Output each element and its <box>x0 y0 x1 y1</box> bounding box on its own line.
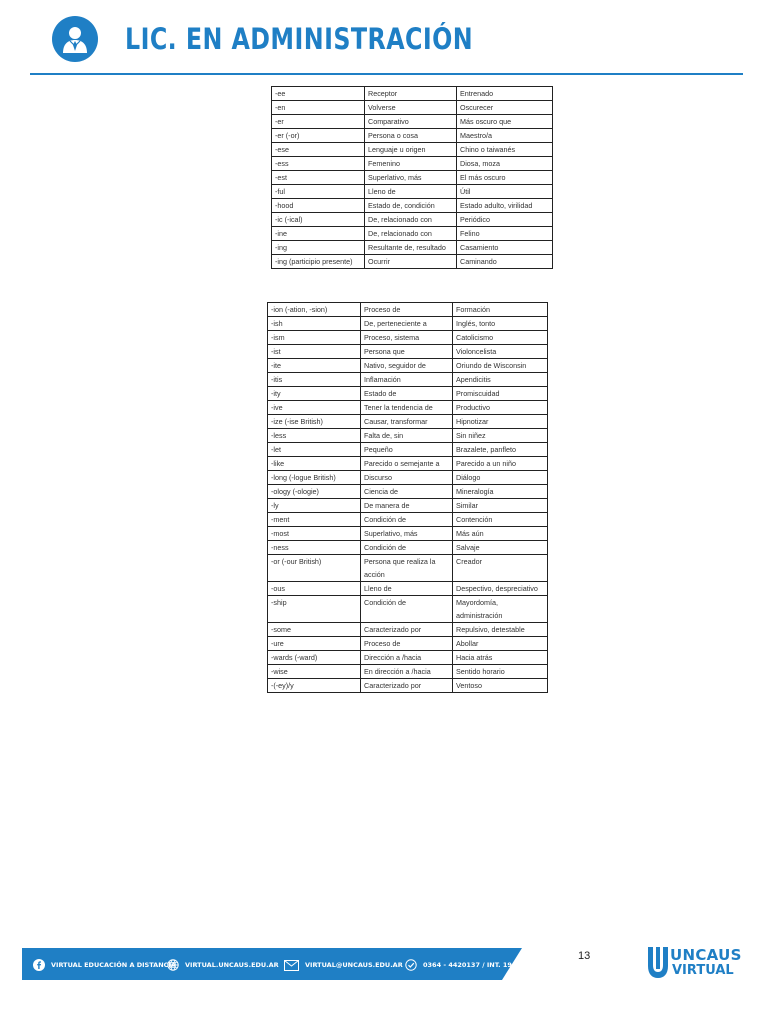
footer-label: VIRTUAL@UNCAUS.EDU.AR <box>305 961 403 969</box>
example-cell: Estado adulto, virilidad <box>457 199 553 213</box>
example-cell: Catolicismo <box>453 331 548 345</box>
meaning-cell: Ocurrir <box>365 255 457 269</box>
example-cell: Mineralogía <box>453 485 548 499</box>
example-cell: Sin niñez <box>453 429 548 443</box>
suffix-cell: -let <box>268 443 361 457</box>
example-cell: Oscurecer <box>457 101 553 115</box>
footer-label: VIRTUAL.UNCAUS.EDU.AR <box>185 961 279 969</box>
table-row <box>272 129 553 143</box>
table-row <box>268 651 548 665</box>
table-row <box>268 596 548 623</box>
example-cell: Sentido horario <box>453 665 548 679</box>
suffix-cell: -ment <box>268 513 361 527</box>
table-row <box>268 317 548 331</box>
suffix-cell: -less <box>268 429 361 443</box>
brand-name: UNCAUS <box>670 946 742 964</box>
meaning-cell: De manera de <box>361 499 453 513</box>
table-row <box>272 227 553 241</box>
table-row <box>268 415 548 429</box>
meaning-cell: Persona que realiza la acción <box>361 555 453 582</box>
example-cell: Ventoso <box>453 679 548 693</box>
table-row <box>268 471 548 485</box>
example-cell: Violoncelista <box>453 345 548 359</box>
table-row <box>272 101 553 115</box>
suffix-cell: -wise <box>268 665 361 679</box>
meaning-cell: Discurso <box>361 471 453 485</box>
footer-email[interactable] <box>284 959 403 971</box>
meaning-cell: Femenino <box>365 157 457 171</box>
suffix-cell: -or (-our British) <box>268 555 361 582</box>
meaning-cell: Proceso de <box>361 637 453 651</box>
facebook-icon <box>33 959 45 971</box>
phone-icon <box>405 959 417 971</box>
example-cell: Caminando <box>457 255 553 269</box>
table-row <box>268 527 548 541</box>
table-row <box>268 429 548 443</box>
suffix-cell: -ous <box>268 582 361 596</box>
suffix-cell: -ure <box>268 637 361 651</box>
suffix-cell: -ity <box>268 387 361 401</box>
example-cell: Periódico <box>457 213 553 227</box>
meaning-cell: Tener la tendencia de <box>361 401 453 415</box>
table-row <box>268 513 548 527</box>
meaning-cell: Proceso de <box>361 303 453 317</box>
suffix-cell: -ing (participio presente) <box>272 255 365 269</box>
suffix-cell: -(-ey)/y <box>268 679 361 693</box>
table-row <box>268 582 548 596</box>
example-cell: Entrenado <box>457 87 553 101</box>
suffix-cell: -en <box>272 101 365 115</box>
meaning-cell: Dirección a /hacia <box>361 651 453 665</box>
footer-phone[interactable] <box>405 959 516 971</box>
meaning-cell: De, relacionado con <box>365 227 457 241</box>
page-number: 13 <box>578 950 591 962</box>
meaning-cell: Caracterizado por <box>361 623 453 637</box>
uncaus-u-icon <box>646 945 670 981</box>
example-cell: Más oscuro que <box>457 115 553 129</box>
suffix-cell: -ness <box>268 541 361 555</box>
example-cell: Abollar <box>453 637 548 651</box>
meaning-cell: Volverse <box>365 101 457 115</box>
suffix-cell: -ine <box>272 227 365 241</box>
meaning-cell: Estado de, condición <box>365 199 457 213</box>
table-row <box>272 143 553 157</box>
footer-website[interactable] <box>167 959 279 971</box>
suffix-cell: -ic (-ical) <box>272 213 365 227</box>
meaning-cell: Causar, transformar <box>361 415 453 429</box>
suffix-cell: -ize (-ise British) <box>268 415 361 429</box>
suffix-cell: -ly <box>268 499 361 513</box>
table-row <box>268 387 548 401</box>
suffix-cell: -long (-logue British) <box>268 471 361 485</box>
example-cell: Apendicitis <box>453 373 548 387</box>
footer-facebook[interactable] <box>33 959 176 971</box>
meaning-cell: Resultante de, resultado <box>365 241 457 255</box>
table-row <box>268 623 548 637</box>
table-row <box>272 115 553 129</box>
suffix-cell: -ist <box>268 345 361 359</box>
header-divider <box>30 73 743 75</box>
meaning-cell: Parecido o semejante a <box>361 457 453 471</box>
example-cell: Despectivo, despreciativo <box>453 582 548 596</box>
brand-subtitle: VIRTUAL <box>672 963 734 978</box>
table-row <box>272 241 553 255</box>
example-cell: Maestro/a <box>457 129 553 143</box>
meaning-cell: Nativo, seguidor de <box>361 359 453 373</box>
footer-label: 0364 - 4420137 / INT. 190 <box>423 961 517 969</box>
meaning-cell: Persona que <box>361 345 453 359</box>
example-cell: Contención <box>453 513 548 527</box>
example-cell: Oriundo de Wisconsin <box>453 359 548 373</box>
table-row <box>272 255 553 269</box>
example-cell: Diálogo <box>453 471 548 485</box>
meaning-cell: Condición de <box>361 513 453 527</box>
example-cell: Más aún <box>453 527 548 541</box>
mail-icon <box>284 960 299 971</box>
meaning-cell: Receptor <box>365 87 457 101</box>
footer-label: VIRTUAL EDUCACIÓN A DISTANCIA <box>51 961 176 969</box>
meaning-cell: Condición de <box>361 596 453 623</box>
meaning-cell: Lenguaje u origen <box>365 143 457 157</box>
table-row <box>268 485 548 499</box>
example-cell: Creador <box>453 555 548 582</box>
example-cell: El más oscuro <box>457 171 553 185</box>
logo-badge <box>52 16 98 62</box>
meaning-cell: Falta de, sin <box>361 429 453 443</box>
table-row <box>268 331 548 345</box>
table-row <box>268 303 548 317</box>
meaning-cell: De, relacionado con <box>365 213 457 227</box>
meaning-cell: De, perteneciente a <box>361 317 453 331</box>
table-row <box>268 679 548 693</box>
suffix-cell: -ful <box>272 185 365 199</box>
meaning-cell: Comparativo <box>365 115 457 129</box>
table-row <box>268 457 548 471</box>
meaning-cell: Lleno de <box>365 185 457 199</box>
example-cell: Hipnotizar <box>453 415 548 429</box>
suffix-cell: -ship <box>268 596 361 623</box>
person-icon <box>61 24 89 54</box>
suffix-cell: -like <box>268 457 361 471</box>
meaning-cell: Pequeño <box>361 443 453 457</box>
table-row <box>268 443 548 457</box>
example-cell: Parecido a un niño <box>453 457 548 471</box>
meaning-cell: En dirección a /hacia <box>361 665 453 679</box>
table-row <box>268 345 548 359</box>
suffix-cell: -ing <box>272 241 365 255</box>
suffix-cell: -most <box>268 527 361 541</box>
example-cell: Felino <box>457 227 553 241</box>
meaning-cell: Caracterizado por <box>361 679 453 693</box>
suffix-cell: -ism <box>268 331 361 345</box>
meaning-cell: Ciencia de <box>361 485 453 499</box>
example-cell: Hacia atrás <box>453 651 548 665</box>
suffix-cell: -ion (-ation, -sion) <box>268 303 361 317</box>
meaning-cell: Inflamación <box>361 373 453 387</box>
table-row <box>268 665 548 679</box>
example-cell: Casamiento <box>457 241 553 255</box>
suffix-cell: -itis <box>268 373 361 387</box>
meaning-cell: Superlativo, más <box>365 171 457 185</box>
globe-icon <box>167 959 179 971</box>
meaning-cell: Proceso, sistema <box>361 331 453 345</box>
page-title: LIC. EN ADMINISTRACIÓN <box>125 22 474 56</box>
example-cell: Repulsivo, detestable <box>453 623 548 637</box>
meaning-cell: Estado de <box>361 387 453 401</box>
suffix-cell: -er <box>272 115 365 129</box>
table-row <box>272 213 553 227</box>
suffix-cell: -ese <box>272 143 365 157</box>
suffix-cell: -ee <box>272 87 365 101</box>
table-row <box>268 499 548 513</box>
table-row <box>272 185 553 199</box>
suffix-cell: -ess <box>272 157 365 171</box>
suffix-cell: -ive <box>268 401 361 415</box>
suffix-cell: -wards (-ward) <box>268 651 361 665</box>
meaning-cell: Lleno de <box>361 582 453 596</box>
suffix-cell: -hood <box>272 199 365 213</box>
example-cell: Productivo <box>453 401 548 415</box>
suffix-cell: -er (-or) <box>272 129 365 143</box>
meaning-cell: Condición de <box>361 541 453 555</box>
suffix-cell: -ish <box>268 317 361 331</box>
table-row <box>272 157 553 171</box>
meaning-cell: Superlativo, más <box>361 527 453 541</box>
meaning-cell: Persona o cosa <box>365 129 457 143</box>
suffix-table-1 <box>271 86 553 269</box>
suffix-cell: -some <box>268 623 361 637</box>
table-row <box>268 541 548 555</box>
table-row <box>268 373 548 387</box>
table-row <box>272 199 553 213</box>
example-cell: Mayordomía, administración <box>453 596 548 623</box>
suffix-cell: -ology (-ologie) <box>268 485 361 499</box>
table-row <box>268 359 548 373</box>
table-row <box>268 401 548 415</box>
example-cell: Chino o taiwanés <box>457 143 553 157</box>
table-row <box>272 171 553 185</box>
table-row <box>268 555 548 582</box>
example-cell: Útil <box>457 185 553 199</box>
suffix-cell: -est <box>272 171 365 185</box>
page-header <box>0 0 768 76</box>
brand-logo <box>646 945 746 981</box>
suffix-table-2 <box>267 302 548 693</box>
table-row <box>272 87 553 101</box>
example-cell: Similar <box>453 499 548 513</box>
example-cell: Diosa, moza <box>457 157 553 171</box>
table-row <box>268 637 548 651</box>
suffix-cell: -ite <box>268 359 361 373</box>
example-cell: Brazalete, panfleto <box>453 443 548 457</box>
example-cell: Promiscuidad <box>453 387 548 401</box>
example-cell: Formación <box>453 303 548 317</box>
example-cell: Salvaje <box>453 541 548 555</box>
example-cell: Inglés, tonto <box>453 317 548 331</box>
